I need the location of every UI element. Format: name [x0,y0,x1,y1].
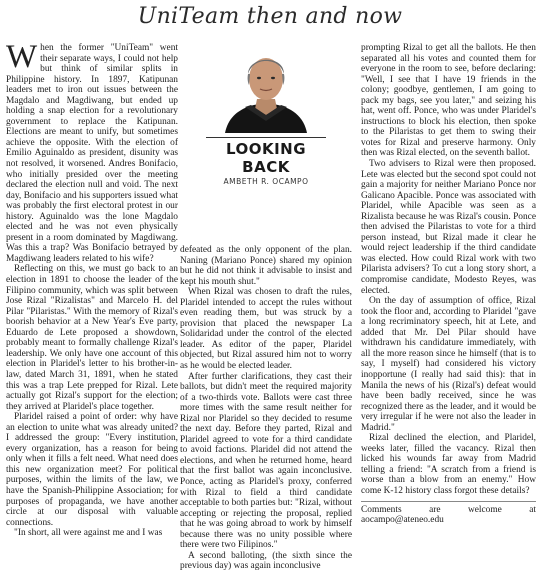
paragraph: After further clarifications, they cast their ballots, but didn't meet the required majority of a two-thirds vote. Ballots were cast three more times with the same result neither for Rizal nor Plaridel so they decided to resume the next day. Before they parted, Rizal and Plaridel agreed to vote for a third candidate to avoid factions. Plaridel did not attend the elections, and when he returned home, heard that the first ballot was again inconclusive. Ponce, acting as Plaridel's proxy, conferred with Rizal to field a third candidate acceptable to both parties but: "Rizal, without accepting or rejecting the proposal, replied that he was going abroad to work by himself because there was no unity possible where there were two Filipinos." [180,371,352,551]
article-title: UniTeam then and now [137,4,403,29]
column-1 [6,39,178,539]
columnist-portrait [211,43,321,133]
paragraph: A second balloting, (the sixth since the previous day) was again inconclusive [180,550,352,572]
column-label [180,137,352,186]
paragraph: Reflecting on this, we must go back to an election in 1891 to choose the leader of the Filipino community, which was split between Jose Rizal "Rizalistas" and Marcelo H. del Pilar "Pilaristas." With the memory of Rizal's boorish behavior at a New Year's Eve party, Eduardo de Lete proposed a showdown, probably meant to formally challenge Rizal's leadership. We only have one account of this election in Plaridel's letter to his brother-in-law, dated March 31, 1891, when he stated this was a trap Lete prepped for Rizal. Lete actually got Rizal's support for the election; they arrived at Plaridel's place together. [6,264,178,412]
column-3 [361,43,536,526]
columnist-photo [180,43,352,133]
paragraph-text: hen the former "UniTeam" went their separate ways, I could not help but think of similar splits in Philippine history. In 1897, Katipunan leaders met to iron out issues between the Magdalo and Magdiwang, but ended up holding a snap election for a revolutionary government to replace the Katipunan. Elections are meant to unify, but sometimes achieve the opposite. With the election of Emilio Aguinaldo as president, disunity was not resolved, it worsened. Andres Bonifacio, who initially presided over the meeting declared the election null and void. The next day, Bonifacio and his supporters issued what was probably the first electoral protest in our history. Aguinaldo was the lone Magdalo elected and he was not even physically present in a room dominated by Magdiwang. Was this a trap? Was Bonifacio betrayed by Magdiwang leaders related to his wife? [6,43,178,264]
paragraph: Two advisers to Rizal were then proposed. Lete was elected but the second spot could not gain a majority for neither Mariano Ponce nor Galicano Apacible. Ponce was associated with Plaridel, while Apacible was seen as a Rizalista because he was Rizal's cousin. Ponce then advised the Pilaristas to vote for a third person instead, but Rizal made it clear he would reject leadership if the third candidate was elected. How could Rizal work with two Pilarista advisers? To cut a long story short, a compromise candidate, Modesto Reyes, was elected. [361,159,536,296]
drop-cap: W [6,39,38,75]
comments-note [361,501,536,526]
paragraph: prompting Rizal to get all the ballots. He then separated all his votes and counted them for everyone in the room to see, before declaring: "Well, I see that I have 19 friends in the colony; goodbye, gentlemen, I am going to pack my bags, see you later," and seizing his hat, went off. Ponce, who was under Plaridel's instructions to block his election, then spoke to the Pilaristas to get them to swing their votes for Rizal and preserve harmony. Only then was Rizal elected, on the seventh ballot. [361,43,536,159]
byline: AMBETH R. OCAMPO [223,177,309,186]
column-2 [180,245,352,572]
paragraph [6,39,178,264]
paragraph: When Rizal was chosen to draft the rules, Plaridel intended to accept the rules without even reading them, but was struck by a provision that placed the newspaper La Solidaridad under the control of the elected leader. As editor of the paper, Plaridel objected, but Rizal assured him not to worry as he would be elected leader. [180,287,352,372]
paragraph: On the day of assumption of office, Rizal took the floor and, according to Plaridel "gave a long recriminatory speech, hit at Lete, and added that Mr. Del Pilar should have withdrawn his candidature immediately, with all the more reason since he himself (that is to say, I myself) had considered his victory inopportune (I really had said this): that in Manila the news of his (Rizal's) defeat would have been badly received, since he was recognized there as the leader, and it would be very irregular if he were not also the leader in Madrid." [361,296,536,433]
paragraph: defeated as the only opponent of the plan. Naning (Mariano Ponce) shared my opinion but he did not think it advisable to insist and kept his mouth shut." [180,245,352,287]
paragraph: "In short, all were against me and I was [14,528,163,539]
column-name: LOOKING BACK [206,137,326,176]
paragraph: Plaridel raised a point of order: why have an election to unite what was already united? I addressed the group: "Every institution, every organization, has a reason for being only when it fills a felt need. What need does this new organization meet? For political purposes, within the limits of the law, we have the Spanish-Philippine Association; for purposes of propaganda, we have another circle at our disposal with valuable connections. [6,412,178,528]
paragraph: Rizal declined the election, and Plaridel, weeks later, filled the vacancy. Rizal then licked his wounds far away from Madrid telling a friend: "A scratch from a friend is worse than a blow from an enemy." How come K-12 history class forgot these details? [361,433,536,496]
comments-text: Comments are welcome at aocampo@ateneo.edu [361,504,536,526]
